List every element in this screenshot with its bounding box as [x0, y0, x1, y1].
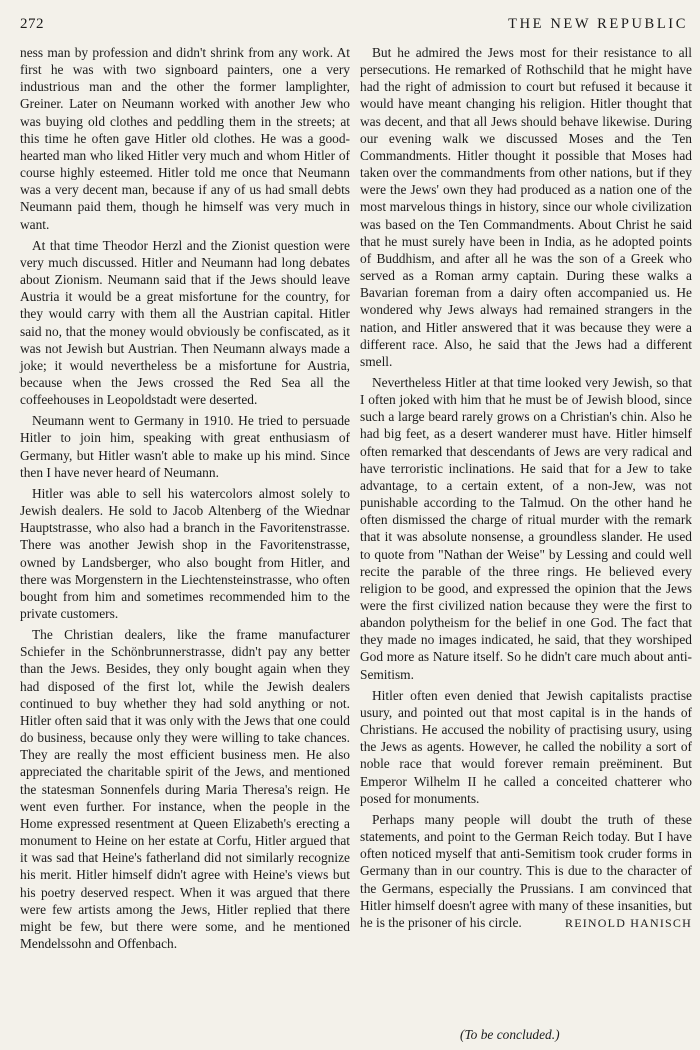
paragraph: ness man by profession and didn't shrink from any work. At first he was with two signboard painters, one a very industrious man and the other the former lamplighter, Greiner. Later on Neumann worked with another Jew who was buying old clothes and peddling them in the streets; at this time he often gave Hitler old clothes. He was a good-hearted man who liked Hitler very much and whom Hitler of course highly esteemed. Hitler told me once that Neumann was a very decent man, because if any of us had small debts Neumann paid them, though he himself was very much in want. [20, 45, 350, 232]
final-paragraph [360, 811, 692, 931]
paragraph: The Christian dealers, like the frame manufacturer Schiefer in the Schönbrunnerstrasse, didn't pay any better than the Jews. Besides, they only bought again when they had disposed of the first lot, while the Jewish dealers continued to buy whether they had sold anything or not. Hitler often said that it was only with the Jews that one could do business, because only they were willing to take chances. They are really the most efficient business men. He also appreciated the charitable spirit of the Jews, and mentioned the statesman Sonnenfels during Maria Theresa's reign. He went even further. For instance, when the people in the Home expressed resentment at Queen Elizabeth's erecting a monument to Heine on her estate at Corfu, Hitler argued that it was sad that Heine's fatherland did not similarly recognize his merit. Hitler himself didn't agree with Heine's views but his poetry deserved respect. When it was argued that there were few artists among the Jews, Hitler replied that there might be few, but there were some, and he mentioned Mendelssohn and Offenbach. [20, 627, 350, 951]
paragraph: Hitler often even denied that Jewish capitalists practise usury, and pointed out that most capital is in the hands of Christians. He accused the nobility of practising usury, using the Jews as agents. However, he called the nobility a sort of noble race that would forever remain preëminent. But Emperor Wilhelm II he called a conceited chatterer who posed for monuments. [360, 687, 692, 806]
paragraph: Nevertheless Hitler at that time looked very Jewish, so that I often joked with him that he must be of Jewish blood, since such a large beard rarely grows on a Christian's chin. Also he had big feet, as a desert wanderer must have. Hitler himself often remarked that descendants of Jews are very radical and have terroristic inclinations. He said that for a Jew to take advantage, to a certain extent, of a non-Jew, was not punishable according to the Talmud. On the other hand he often dismissed the charge of ritual murder with the remark that it was absolute nonsense, a groundless slander. He used to quote from "Nathan der Weise" by Lessing and could well recite the parable of the three rings. He believed every religion to be good, and expressed the opinion that the Jews were the first civilized nation because they were the first to abandon polytheism for the belief in one God. The fact that they made no images indicated, he said, that they worshiped God more as Nature itself. So he didn't care much about anti-Semitism. [360, 374, 692, 682]
paragraph: At that time Theodor Herzl and the Zionist question were very much discussed. Hitler and Neumann had long debates about Zionism. Neumann said that if the Jews should leave Austria it would be a great misfortune for the country, for they would carry with them all the Austrian capital. Hitler said no, that the money would obviously be confiscated, as it was not Jewish but Austrian. Then Neumann always made a joke; it would nevertheless be a misfortune for Austria, because when the Jews crossed the Red Sea all the coffeehouses in Leopoldstadt were deserted. [20, 237, 350, 408]
author-signature: REINOLD HANISCH [565, 915, 692, 930]
paragraph: But he admired the Jews most for their resistance to all persecutions. He remarked of Rothschild that he might have had the right of admission to court but refused it because it would have meant changing his religion. Hitler thought that was decent, and that all Jews should behave likewise. During our evening walk we discussed Moses and the Ten Commandments. Hitler thought it possible that Moses had taken over the commandments from other nations, but if they were the Jews' own they had produced as a nation one of the most marvelous things in history, since our whole civilization was based on the Ten Commandments. About Christ he said that he must surely have been in India, as he adopted points of Buddhism, and after all he was the son of a Greek who served as a Roman army captain. During these walks a Bavarian foreman from a dairy often accompanied us. He wondered why Jews always had remained strangers in the nation, and Hitler answered that it was because they were a different race. Also, he said that the Jews had a different smell. [360, 45, 692, 369]
paragraph: Neumann went to Germany in 1910. He tried to persuade Hitler to join him, speaking with great enthusiasm of Germany, but Hitler wasn't able to make up his mind. Since then I have never heard of Neumann. [20, 413, 350, 480]
running-head: THE NEW REPUBLIC [508, 16, 688, 32]
left-column [20, 44, 350, 952]
continuation-note: (To be concluded.) [460, 1027, 560, 1042]
right-column [360, 44, 692, 932]
paragraph-text: Perhaps many people will doubt the truth of these statements, and point to the German Reich today. But I have often noticed myself that anti-Semitism took cruder forms in Germany than in our country. This is due to the character of the Germans, especially the Prussians. I am convinced that Hitler himself doesn't agree with many of these insanities, but he is the prisoner of his circle. [360, 811, 692, 930]
paragraph: Hitler was able to sell his watercolors almost solely to Jewish dealers. He sold to Jacob Altenberg of the Wiednar Hauptstrasse, who also had a branch in the Favoritenstrasse. There was another Jewish shop in the Favoritenstrasse, owned by Landsberger, who also bought from Hitler, and there was Morgenstern in the Liechtensteinstrasse, who often bought from him and sometimes recommended him to the private customers. [20, 485, 350, 621]
page-number: 272 [20, 16, 44, 32]
